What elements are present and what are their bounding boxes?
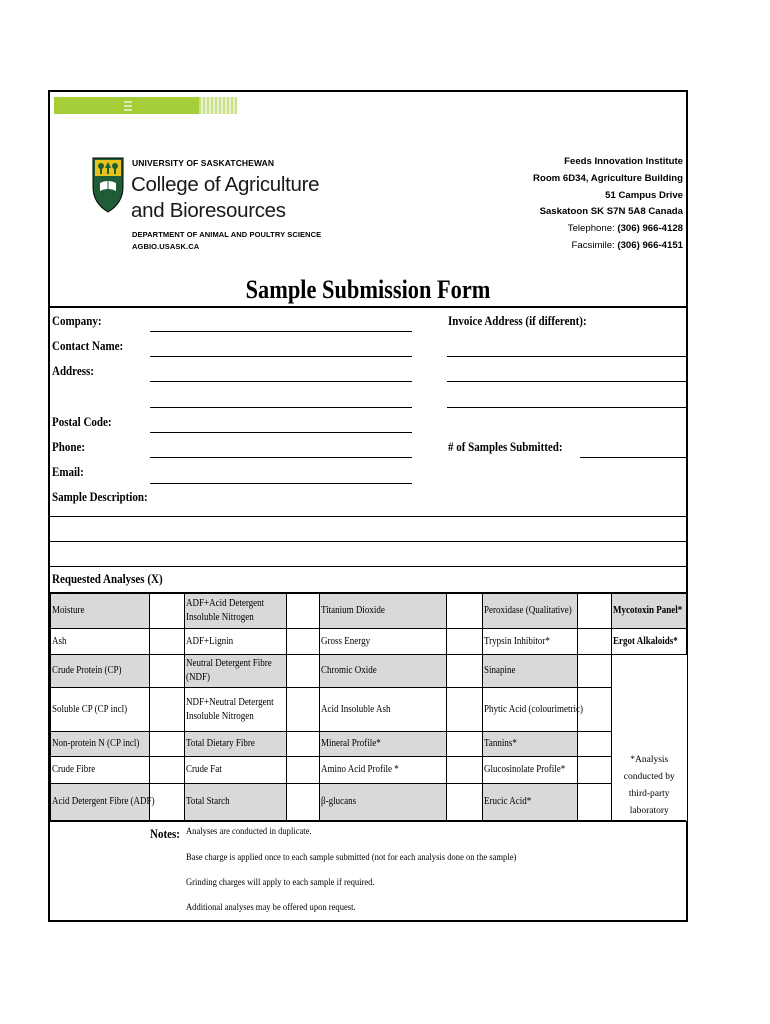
analysis-checkbox[interactable] (150, 784, 185, 821)
analysis-label: Chromic Oxide (320, 655, 447, 688)
table-row (51, 594, 687, 629)
third-party-note: *Analysis conducted by third-party laboratory (612, 732, 687, 821)
divider (50, 566, 686, 567)
room: Room 6D34, Agriculture Building (533, 172, 683, 184)
divider (50, 306, 686, 308)
analysis-label: Trypsin Inhibitor* (483, 629, 578, 655)
contact-name-label: Contact Name: (52, 339, 124, 353)
institute-name: Feeds Innovation Institute (564, 156, 683, 167)
analysis-checkbox[interactable] (287, 688, 320, 732)
table-row (51, 732, 687, 757)
telephone-label: Telephone: (567, 223, 618, 235)
address-field-2[interactable] (150, 407, 412, 408)
note-line: Additional analyses may be offered upon request. (186, 903, 356, 913)
contact-name-field[interactable] (150, 356, 412, 357)
empty-cell (612, 655, 687, 688)
invoice-address-field-3[interactable] (447, 407, 687, 408)
notes-label: Notes: (150, 827, 180, 841)
analysis-checkbox[interactable] (287, 757, 320, 784)
analysis-label: Mineral Profile* (320, 732, 447, 757)
num-samples-label: # of Samples Submitted: (448, 440, 563, 454)
sample-description-label: Sample Description: (52, 490, 148, 504)
invoice-address-field-2[interactable] (447, 381, 687, 382)
analysis-label: Peroxidase (Qualitative) (483, 594, 578, 629)
contact-address-block (423, 154, 683, 255)
analysis-label: Total Dietary Fibre (185, 732, 287, 757)
analysis-checkbox[interactable] (578, 594, 612, 629)
analysis-label: Tannins* (483, 732, 578, 757)
analysis-checkbox[interactable] (287, 594, 320, 629)
postal-code-field[interactable] (150, 432, 412, 433)
fax-label: Facsimile: (571, 239, 618, 251)
analysis-checkbox[interactable] (150, 732, 185, 757)
analysis-checkbox[interactable] (578, 732, 612, 757)
analysis-label: Mycotoxin Panel* (612, 594, 687, 629)
telephone: (306) 966-4128 (617, 223, 683, 235)
table-row (51, 784, 687, 821)
analysis-checkbox[interactable] (150, 655, 185, 688)
analysis-checkbox[interactable] (150, 629, 185, 655)
analysis-checkbox[interactable] (287, 784, 320, 821)
table-row (51, 655, 687, 688)
sample-description-line-2[interactable] (50, 542, 686, 566)
analysis-checkbox[interactable] (447, 629, 483, 655)
city: Saskatoon SK S7N 5A8 Canada (539, 206, 683, 218)
fax: (306) 966-4151 (617, 239, 683, 251)
website: AGBIO.USASK.CA (132, 242, 200, 251)
divider (50, 820, 686, 822)
company-label: Company: (52, 314, 102, 328)
analysis-checkbox[interactable] (150, 594, 185, 629)
analysis-label: Crude Fat (185, 757, 287, 784)
analysis-label: Crude Protein (CP) (51, 655, 150, 688)
analysis-label: Erucic Acid* (483, 784, 578, 821)
college-name-line1: College of Agriculture (131, 173, 320, 196)
analysis-label: β-glucans (320, 784, 447, 821)
analysis-checkbox[interactable] (447, 757, 483, 784)
header-accent-bar (54, 97, 237, 114)
table-row (51, 629, 687, 655)
company-field[interactable] (150, 331, 412, 332)
email-field[interactable] (150, 483, 412, 484)
analysis-label: Titanium Dioxide (320, 594, 447, 629)
analysis-checkbox[interactable] (287, 655, 320, 688)
analysis-label: Soluble CP (CP incl) (51, 688, 150, 732)
analysis-checkbox[interactable] (447, 732, 483, 757)
analysis-label: ADF+Lignin (185, 629, 287, 655)
analysis-checkbox[interactable] (578, 757, 612, 784)
table-row (51, 688, 687, 732)
analysis-label: Gross Energy (320, 629, 447, 655)
analysis-label: Ash (51, 629, 150, 655)
analysis-label: Phytic Acid (colourimetric) (483, 688, 578, 732)
analysis-label: Moisture (51, 594, 150, 629)
university-crest-icon (92, 157, 124, 213)
analysis-label: Acid Detergent Fibre (ADF) (51, 784, 150, 821)
phone-field[interactable] (150, 457, 412, 458)
invoice-address-field-1[interactable] (447, 356, 687, 357)
analysis-label: Neutral Detergent Fibre (NDF) (185, 655, 287, 688)
analysis-checkbox[interactable] (287, 732, 320, 757)
analysis-label: Ergot Alkaloids* (612, 629, 687, 655)
num-samples-field[interactable] (580, 457, 687, 458)
analysis-label: Crude Fibre (51, 757, 150, 784)
university-name: UNIVERSITY OF SASKATCHEWAN (132, 158, 275, 168)
analysis-checkbox[interactable] (447, 784, 483, 821)
phone-label: Phone: (52, 440, 85, 454)
invoice-address-label: Invoice Address (if different): (448, 314, 587, 328)
note-line: Base charge is applied once to each sample submitted (not for each analysis done on the sample) (186, 853, 517, 863)
analyses-table (50, 593, 687, 821)
analysis-checkbox[interactable] (150, 688, 185, 732)
form-frame (48, 90, 688, 922)
analysis-label: Non-protein N (CP incl) (51, 732, 150, 757)
analysis-checkbox[interactable] (578, 629, 612, 655)
analysis-label: ADF+Acid Detergent Insoluble Nitrogen (185, 594, 287, 629)
email-label: Email: (52, 465, 84, 479)
analysis-label: NDF+Neutral Detergent Insoluble Nitrogen (185, 688, 287, 732)
analysis-label: Amino Acid Profile * (320, 757, 447, 784)
empty-cell (612, 688, 687, 732)
analysis-checkbox[interactable] (578, 655, 612, 688)
requested-analyses-heading: Requested Analyses (X) (52, 572, 163, 586)
page-title: Sample Submission Form (245, 275, 491, 304)
analysis-checkbox[interactable] (150, 757, 185, 784)
analysis-checkbox[interactable] (578, 784, 612, 821)
address-label: Address: (52, 364, 94, 378)
street: 51 Campus Drive (605, 189, 683, 201)
note-line: Grinding charges will apply to each sample if required. (186, 878, 375, 888)
college-name-line2: and Bioresources (131, 199, 286, 222)
analysis-checkbox[interactable] (287, 629, 320, 655)
analysis-label: Acid Insoluble Ash (320, 688, 447, 732)
address-field-1[interactable] (150, 381, 412, 382)
analysis-checkbox[interactable] (447, 688, 483, 732)
postal-code-label: Postal Code: (52, 415, 112, 429)
sample-description-line-1[interactable] (50, 517, 686, 541)
analysis-label: Total Starch (185, 784, 287, 821)
analysis-label: Sinapine (483, 655, 578, 688)
table-row (51, 757, 687, 784)
note-line: Analyses are conducted in duplicate. (186, 827, 312, 837)
analysis-checkbox[interactable] (447, 594, 483, 629)
department-name: DEPARTMENT OF ANIMAL AND POULTRY SCIENCE (132, 230, 322, 239)
analysis-label: Glucosinolate Profile* (483, 757, 578, 784)
analysis-checkbox[interactable] (447, 655, 483, 688)
